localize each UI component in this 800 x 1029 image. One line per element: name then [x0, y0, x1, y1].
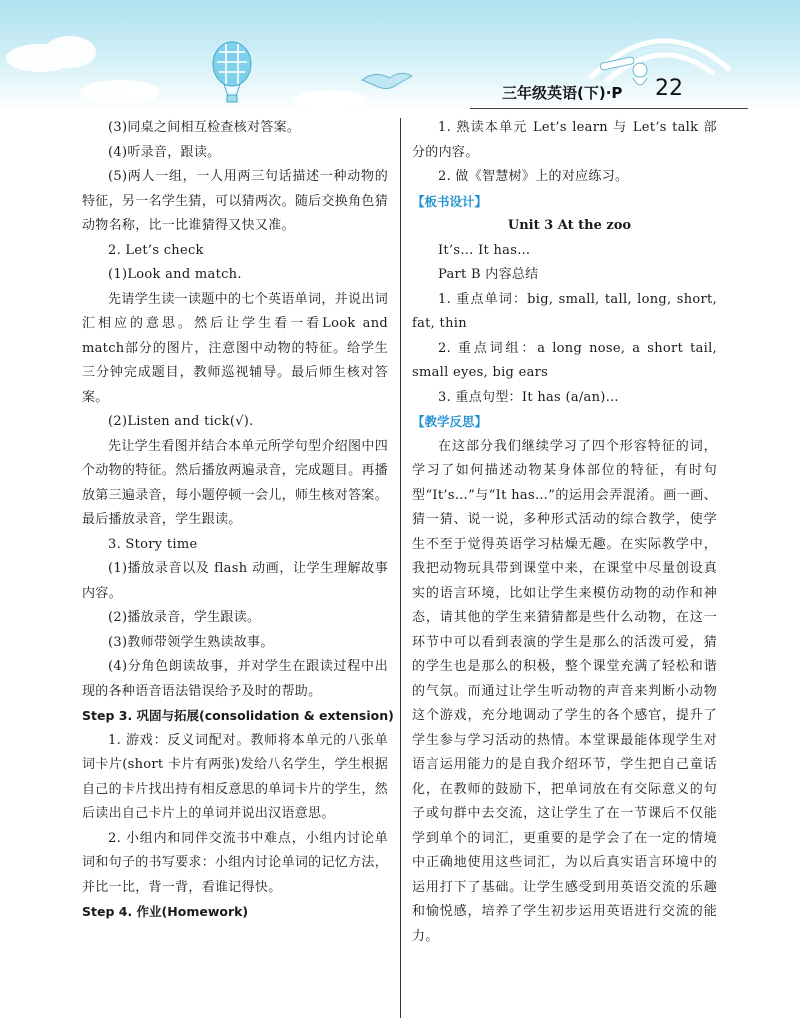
book-title: 三年级英语(下)·P	[502, 84, 623, 102]
cloud-icon	[6, 36, 366, 110]
left-step-heading: Step 3. 巩固与拓展(consolidation & extension)	[82, 708, 394, 723]
right-paragraph: 2. 重点词组：a long nose, a short tail, small eyes, big ears	[412, 340, 717, 380]
right-paragraph: Part B 内容总结	[438, 267, 539, 282]
right-paragraph: 在这部分我们继续学习了四个形容特征的词，学习了如何描述动物某身体部位的特征，有时句型“It’s…”与“It has…”的运用会弄混淆。画一画、猜一猜、说一说，多种形式活动的综合教学，使学生不至于觉得英语学习枯燥无趣。在实际教学中，我把动物玩具带到课堂中来，在课堂中尽量创设真实的语言环境，比如让学生来模仿动物的动作和神态，请其他的学生来猜猜都是些什么动物，在这一环节中可以看到表演的学生是那么的活泼可爱，猜的学生也是那么的积极，整个课堂充满了轻松和谐的气氛。而通过让学生听动物的声音来判断小动物这个游戏，充分地调动了学生的各个感官，提升了学生参与学习活动的热情。本堂课最能体现学生对语言运用能力的是自我介绍环节，学生把自己童话化，在教师的鼓励下，把单词放在有交际意义的句子或句群中去交流，这让学生了在一节课后不仅能学到单个的词汇，更重要的是学会了在一定的情境中正确地使用这些词汇，为以后真实语言环境中的运用打下了基础。让学生感受到用英语交流的乐趣和愉悦感，培养了学生初步运用英语进行交流的能力。	[412, 438, 717, 944]
page-number: 22	[655, 76, 683, 101]
left-paragraph: (3)教师带领学生熟读故事。	[108, 634, 274, 650]
left-paragraph: 3. Story time	[108, 536, 198, 552]
right-section-tag: 【教学反思】	[412, 414, 488, 429]
left-paragraph: (3)同桌之间相互检查核对答案。	[108, 120, 301, 135]
left-paragraph: (1)Look and match.	[108, 267, 242, 282]
bird-icon	[362, 73, 412, 88]
left-paragraph: (2)播放录音，学生跟读。	[108, 610, 261, 625]
left-column	[82, 116, 394, 925]
left-paragraph: (5)两人一组，一人用两三句话描述一种动物的特征，另一名学生猜，可以猜两次。随后交换角色猜动物名称，比一比谁猜得又快又准。	[82, 169, 388, 233]
right-paragraph: 2. 做《智慧树》上的对应练习。	[438, 169, 629, 184]
right-unit-title: Unit 3 At the zoo	[507, 218, 632, 233]
left-paragraph: 1. 游戏：反义词配对。教师将本单元的八张单词卡片(short 卡片有两张)发给八名学生，学生根据自己的卡片找出持有相反意思的单词卡片的学生，然后读出自己卡片上的单词并说出汉语意思。	[82, 732, 388, 821]
header-rule	[470, 108, 748, 109]
right-paragraph: It’s… It has…	[438, 242, 531, 258]
left-paragraph: 先让学生看图并结合本单元所学句型介绍图中四个动物的特征。然后播放两遍录音，完成题目。再播放第三遍录音，每小题停顿一会儿，师生核对答案。最后播放录音，学生跟读。	[82, 438, 388, 527]
left-paragraph: (4)分角色朗读故事，并对学生在跟读过程中出现的各种语音语法错误给予及时的帮助。	[82, 659, 388, 699]
column-divider	[400, 118, 401, 1018]
right-paragraph: 3. 重点句型：It has (a/an)…	[438, 389, 619, 405]
left-paragraph: 先请学生读一读题中的七个英语单词，并说出词汇相应的意思。然后让学生看一看Look and match部分的图片，注意图中动物的特征。给学生三分钟完成题目，教师巡视辅导。最后师生核对答案。	[82, 291, 388, 405]
left-paragraph: (2)Listen and tick(√).	[108, 414, 254, 429]
hot-air-balloon-icon	[213, 42, 251, 102]
right-paragraph: 1. 熟读本单元 Let’s learn 与 Let’s talk 部分的内容。	[412, 120, 717, 160]
left-paragraph: (4)听录音，跟读。	[108, 144, 221, 160]
right-column	[412, 116, 717, 949]
left-step-heading: Step 4. 作业(Homework)	[82, 904, 249, 919]
right-section-tag: 【板书设计】	[412, 193, 488, 209]
right-paragraph: 1. 重点单词：big, small, tall, long, short, fat, thin	[412, 291, 717, 331]
left-paragraph: 2. Let’s check	[108, 242, 204, 258]
left-paragraph: (1)播放录音以及 flash 动画，让学生理解故事内容。	[82, 561, 388, 601]
left-paragraph: 2. 小组内和同伴交流书中难点，小组内讨论单词和句子的书写要求：小组内讨论单词的记忆方法，并比一比，背一背，看谁记得快。	[82, 830, 388, 895]
